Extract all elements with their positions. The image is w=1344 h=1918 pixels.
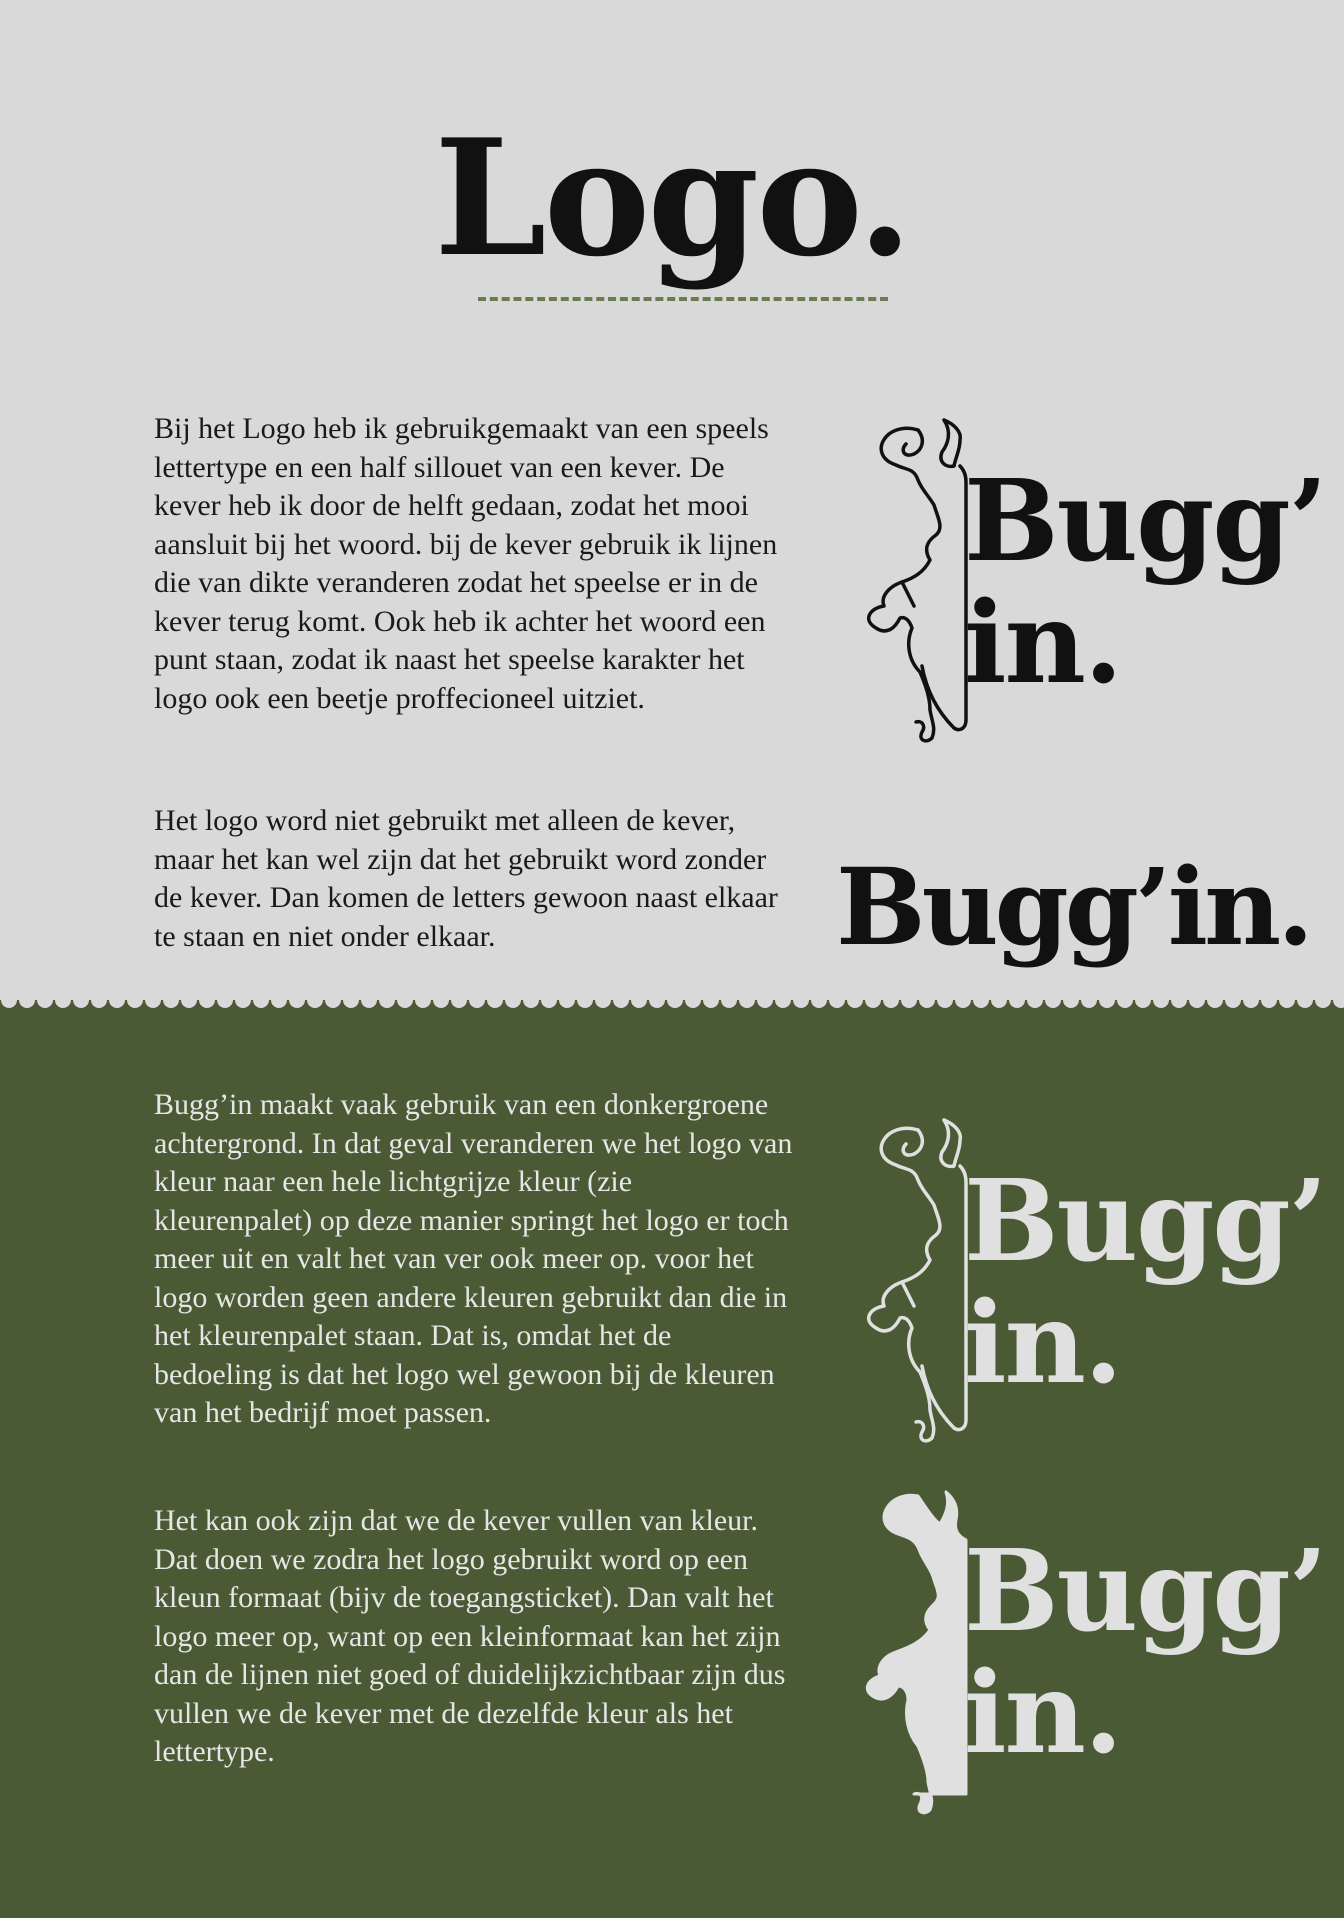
- title-dashed-underline: [478, 297, 888, 301]
- beetle-filled-icon: [867, 1492, 966, 1813]
- logo-word-line1: Bugg’: [964, 1526, 1326, 1657]
- logo-description-paragraph: Bij het Logo heb ik gebruikgemaakt van een speels lettertype en een half sillouet van een kever. De kever heb ik door de helft gedaan, zodat het mooi aansluit bij het woord. bij de kever gebruik ik lijnen die van dikte veranderen zodat het speelse er in de kever terug komt. Ook heb ik achter het woord een punt staan, zodat ik naast het speelse karakter het logo ook een beetje proffecioneel uitziet.: [154, 412, 778, 715]
- beetle-outline-icon: [869, 1120, 966, 1441]
- logo-stacked-light: [826, 1110, 1326, 1450]
- logo-without-beetle-paragraph: Het logo word niet gebruikt met alleen de kever, maar het kan wel zijn dat het gebruikt word zonder de kever. Dan komen de letters gewoon naast elkaar te staan en niet onder elkaar.: [154, 804, 778, 953]
- page-title: Logo.: [434, 104, 910, 292]
- logo-word-line1: Bugg’: [964, 456, 1326, 587]
- logo-word-line2: in.: [964, 1278, 1121, 1409]
- logo-word-line2: in.: [964, 578, 1121, 709]
- logo-inline-word: Bugg’in.: [836, 844, 1311, 969]
- filled-beetle-paragraph: Het kan ook zijn dat we de kever vullen van kleur. Dat doen we zodra het logo gebruikt word op een kleun formaat (bijv de toegangsticket). Dan valt het logo meer op, want op een kleinformaat kan het zijn dan de lijnen niet goed of duidelijkzichtbaar zijn dus vullen we de kever met de dezelfde kleur als het lettertype.: [154, 1504, 786, 1768]
- dark-background-paragraph: Bugg’in maakt vaak gebruik van een donkergroene achtergrond. In dat geval veranderen we het logo van kleur naar een hele lichtgrijze kleur (zie kleurenpalet) op deze manier springt het logo er toch meer uit en valt het van ver ook meer op. voor het logo worden geen andere kleuren gebruikt dan die in het kleurenpalet staan. Dat is, omdat het de bedoeling is dat het logo wel gewoon bij de kleuren van het bedrijf moet passen.: [154, 1088, 793, 1429]
- logo-word-line2: in.: [964, 1648, 1121, 1779]
- logo-filled-light: [826, 1480, 1326, 1820]
- logo-word-line1: Bugg’: [964, 1156, 1326, 1287]
- logo-inline-dark: [836, 844, 1311, 969]
- logo-stacked-dark: [826, 410, 1326, 750]
- scalloped-divider: [0, 990, 1344, 1010]
- beetle-outline-icon: [869, 420, 966, 741]
